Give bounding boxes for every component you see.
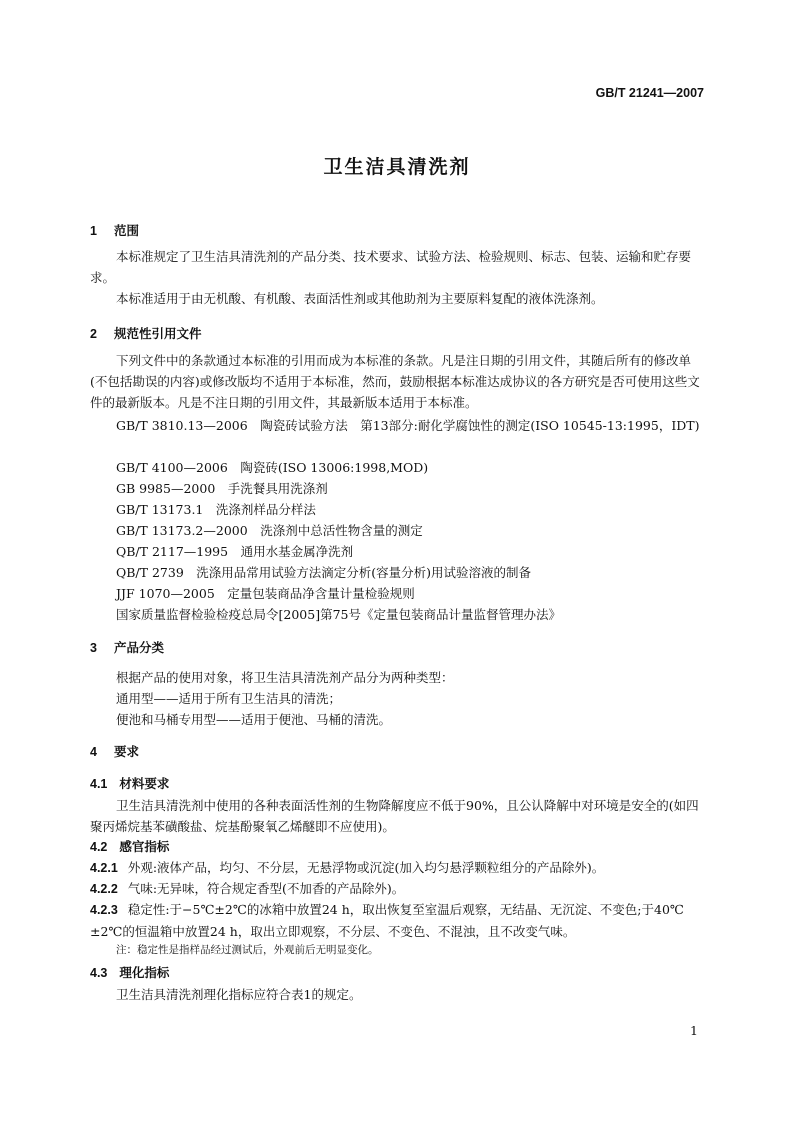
- section-title: 要求: [114, 744, 140, 759]
- subsection-4-1-heading: [90, 774, 169, 792]
- section-number: 2: [90, 327, 97, 341]
- reference-item: GB/T 3810.13—2006 陶瓷砖试验方法 第13部分:耐化学腐蚀性的测定(ISO 10545-13:1995，IDT): [116, 418, 700, 433]
- section-1-heading: [90, 221, 139, 239]
- subsection-number: 4.2: [90, 840, 108, 854]
- clause-4-2-1: [90, 857, 706, 879]
- reference-item: GB/T 13173.1 洗涤剂样品分样法: [116, 502, 316, 517]
- clause-text: 外观:液体产品，均匀、不分层，无悬浮物或沉淀(加入均匀悬浮颗粒组分的产品除外)。: [127, 860, 605, 875]
- section-3-type-general: 通用型——适用于所有卫生洁具的清洗；: [116, 691, 342, 706]
- section-3-type-toilet: 便池和马桶专用型——适用于便池、马桶的清洗。: [116, 712, 392, 727]
- section-2-heading: [90, 324, 202, 342]
- document-title: 卫生洁具清洗剂: [323, 156, 471, 178]
- subsection-4-2-heading: [90, 837, 169, 855]
- section-title: 范围: [114, 223, 140, 238]
- section-1-paragraph-2: 本标准适用于由无机酸、有机酸、表面活性剂或其他助剂为主要原料复配的液体洗涤剂。: [116, 291, 604, 306]
- reference-item: GB 9985—2000 手洗餐具用洗涤剂: [116, 481, 328, 496]
- clause-4-2-2: [90, 878, 706, 900]
- reference-item: GB/T 4100—2006 陶瓷砖(ISO 13006:1998,MOD): [116, 460, 429, 475]
- subsection-4-1-paragraph: 卫生洁具清洗剂中使用的各种表面活性剂的生物降解度应不低于90%，且公认降解中对环境是安全的(如四聚丙烯烷基苯磺酸盐、烷基酚聚氧乙烯醚即不应使用)。: [90, 798, 699, 834]
- clause-number: 4.2.3: [90, 903, 118, 917]
- section-title: 产品分类: [114, 640, 165, 655]
- clause-text: 气味:无异味，符合规定香型(不加香的产品除外)。: [127, 881, 405, 896]
- section-3-paragraph: 根据产品的使用对象，将卫生洁具清洗剂产品分为两种类型：: [116, 670, 454, 685]
- section-number: 4: [90, 745, 97, 759]
- subsection-number: 4.1: [90, 777, 108, 791]
- subsection-title: 理化指标: [119, 965, 170, 980]
- subsection-title: 感官指标: [119, 839, 170, 854]
- section-1-paragraph-1: 本标准规定了卫生洁具清洗剂的产品分类、技术要求、试验方法、检验规则、标志、包装、运输和贮存要求。: [90, 249, 692, 285]
- clause-text: 稳定性:于−5℃±2℃的冰箱中放置24 h，取出恢复至室温后观察，无结晶、无沉淀、不变色;于40℃±2℃的恒温箱中放置24 h，取出立即观察，不分层、不变色、不混浊，且不改变气味。: [90, 902, 684, 939]
- clause-4-2-3: [90, 899, 706, 942]
- subsection-number: 4.3: [90, 966, 108, 980]
- section-title: 规范性引用文件: [114, 326, 202, 341]
- subsection-4-3-paragraph: 卫生洁具清洗剂理化指标应符合表1的规定。: [116, 987, 362, 1002]
- clause-number: 4.2.2: [90, 882, 118, 896]
- clause-number: 4.2.1: [90, 861, 118, 875]
- reference-item: GB/T 13173.2—2000 洗涤剂中总活性物含量的测定: [116, 523, 423, 538]
- section-number: 1: [90, 224, 97, 238]
- reference-item: QB/T 2739 洗涤用品常用试验方法滴定分析(容量分析)用试验溶液的制备: [116, 565, 532, 580]
- section-number: 3: [90, 641, 97, 655]
- page-number: 1: [690, 1023, 698, 1038]
- reference-item: 国家质量监督检验检疫总局令[2005]第75号《定量包装商品计量监督管理办法》: [116, 607, 561, 622]
- reference-item: QB/T 2117—1995 通用水基金属净洗剂: [116, 544, 354, 559]
- subsection-title: 材料要求: [119, 776, 170, 791]
- standard-code: GB/T 21241—2007: [595, 86, 704, 100]
- stability-note: 注：稳定性是指样品经过测试后，外观前后无明显变化。: [116, 944, 379, 956]
- reference-item: JJF 1070—2005 定量包装商品净含量计量检验规则: [116, 586, 415, 601]
- section-2-intro: 下列文件中的条款通过本标准的引用而成为本标准的条款。凡是注日期的引用文件，其随后所有的修改单(不包括勘误的内容)或修改版均不适用于本标准，然而，鼓励根据本标准达成协议的各方研究是否可使用这些文件的最新版本。凡是不注日期的引用文件，其最新版本适用于本标准。: [90, 353, 700, 410]
- subsection-4-3-heading: [90, 963, 169, 981]
- section-3-heading: [90, 638, 164, 656]
- section-4-heading: [90, 742, 139, 760]
